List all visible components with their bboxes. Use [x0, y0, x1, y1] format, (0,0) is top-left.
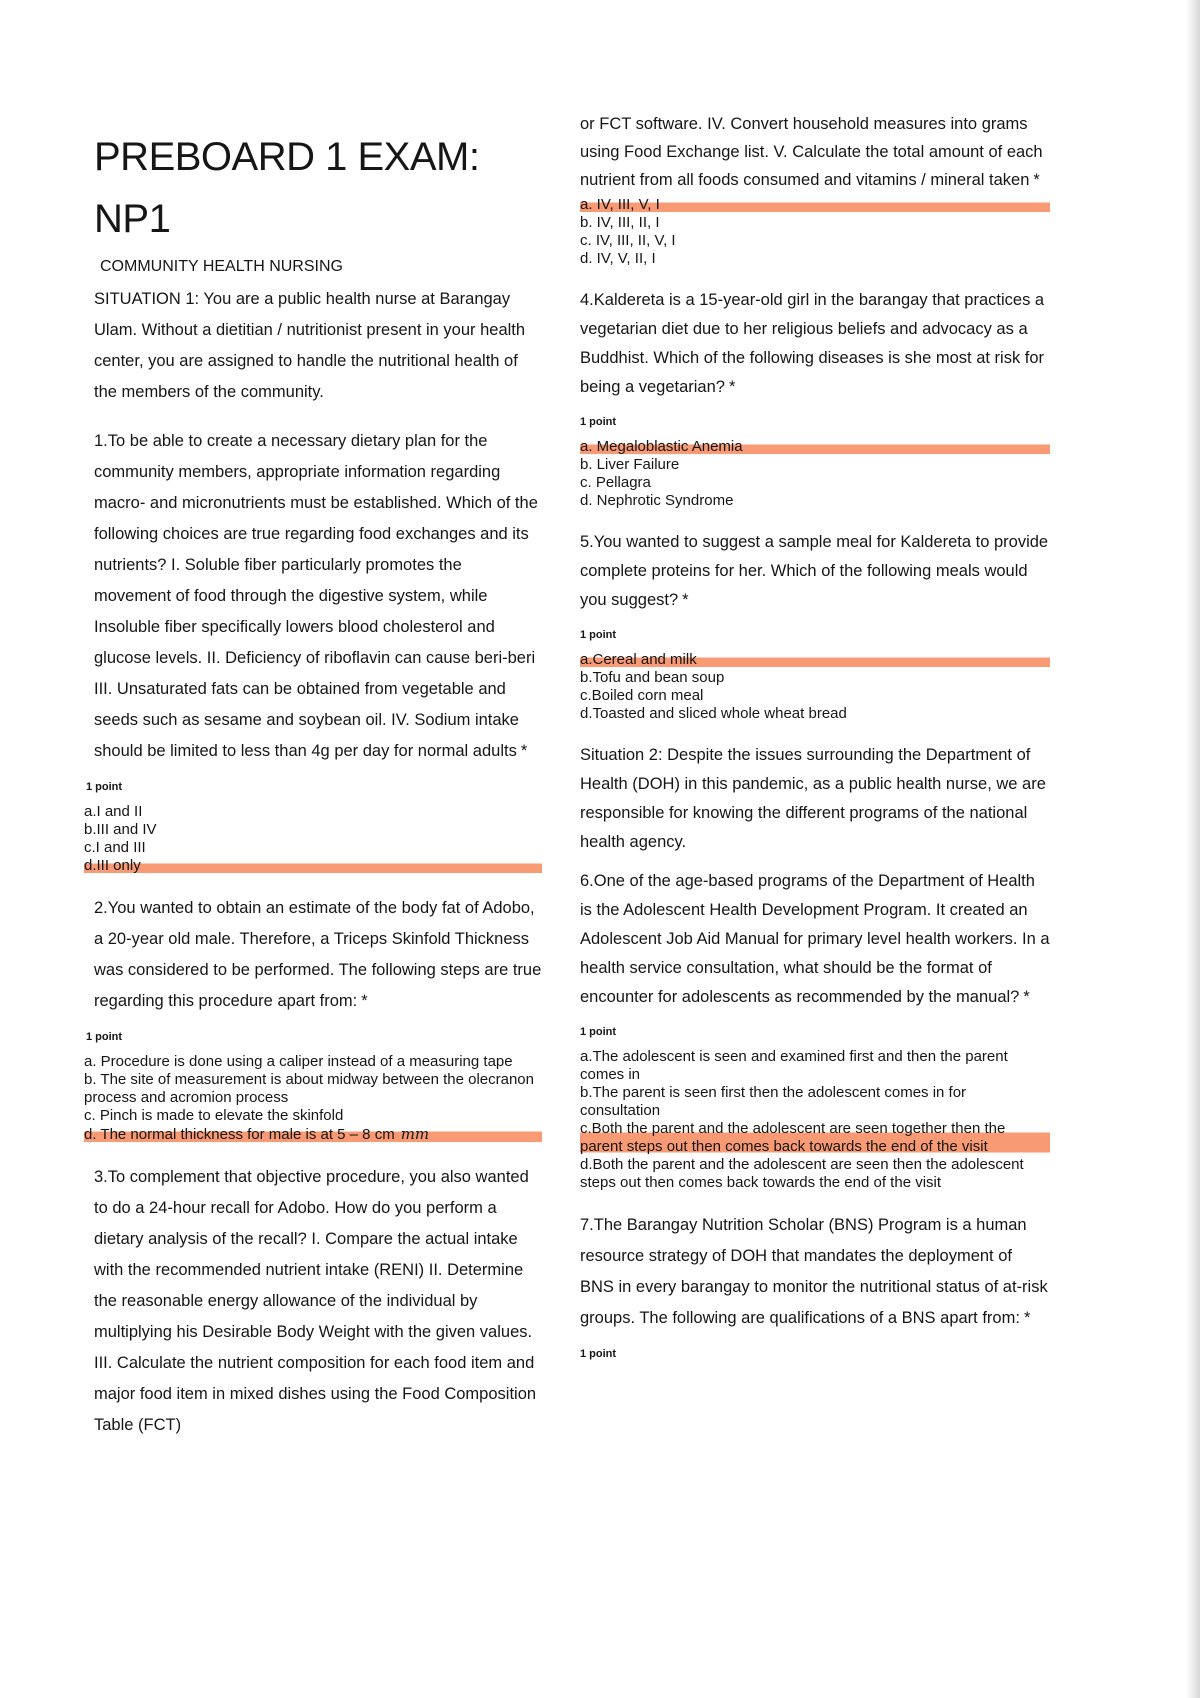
- question-3-part-2: [580, 110, 1050, 194]
- question-3-part-1: 3.To complement that objective procedure, you also wanted to do a 24-hour recall for Adobo. How do you perform a dietary analysis of the recall? I. Compare the actual intake with the recommended nutrient intake (RENI) II. Determine the reasonable energy allowance of the individual by multiplying his Desirable Body Weight with the given values. III. Calculate the nutrient composition for each food item and major food item in mixed dishes using the Food Composition Table (FCT): [94, 1168, 537, 1434]
- option-q2-d[interactable]: [84, 1125, 542, 1144]
- question-2-options: [84, 1053, 542, 1144]
- option-q3-d[interactable]: d. IV, V, II, I: [580, 250, 656, 267]
- question-5-text: 5.You wanted to suggest a sample meal for Kaldereta to provide complete proteins for her. Which of the following meals would you suggest?: [580, 533, 1049, 609]
- title-line-2: NP1: [94, 197, 171, 241]
- question-7-text: 7.The Barangay Nutrition Scholar (BNS) Program is a human resource strategy of DOH that mandates the deployment of BNS in every barangay to monitor the nutritional status of at-risk groups. The following are qualifications of a BNS apart from:: [580, 1216, 1048, 1327]
- question-6-text: 6.One of the age-based programs of the Department of Health is the Adolescent Health Development Program. It created an Adolescent Job Aid Manual for primary level health workers. In a health service consultation, what should be the format of encounter for adolescents as recommended by the manual?: [580, 872, 1050, 1006]
- question-7: [580, 1210, 1050, 1334]
- option-q5-d[interactable]: d.Toasted and sliced whole wheat bread: [580, 705, 847, 722]
- point-label: 1 point: [86, 781, 123, 793]
- point-label: 1 point: [580, 1348, 617, 1360]
- required-mark: *: [1023, 1309, 1031, 1327]
- question-5: [580, 528, 1050, 615]
- option-q2-c[interactable]: c. Pinch is made to elevate the skinfold: [84, 1107, 344, 1124]
- question-3-options: [580, 196, 1050, 268]
- option-q3-c[interactable]: c. IV, III, II, V, I: [580, 232, 676, 249]
- situation-2-text: Situation 2: Despite the issues surrounding the Department of Health (DOH) in this pandemic, as a public health nurse, we are responsible for knowing the different programs of the national health agency.: [580, 746, 1046, 851]
- right-column: [580, 110, 1050, 1370]
- question-1-options: [84, 803, 542, 875]
- option-q3-b[interactable]: b. IV, III, II, I: [580, 214, 660, 231]
- option-q2-a[interactable]: a. Procedure is done using a caliper instead of a measuring tape: [84, 1053, 513, 1070]
- handwritten-note: mm: [400, 1125, 430, 1143]
- point-label: 1 point: [580, 416, 617, 428]
- question-4-options: [580, 438, 1050, 510]
- page-edge-shadow: [1186, 0, 1200, 1698]
- point-label: 1 point: [86, 1031, 123, 1043]
- question-3-text-continued: or FCT software. IV. Convert household measures into grams using Food Exchange list. V. Calculate the total amount of each nutrient from all foods consumed and vitamins / mineral taken: [580, 115, 1043, 189]
- option-q4-d[interactable]: d. Nephrotic Syndrome: [580, 492, 734, 509]
- question-1: [94, 426, 542, 767]
- required-mark: *: [1033, 171, 1040, 189]
- required-mark: *: [520, 742, 528, 760]
- option-q1-d[interactable]: d.III only: [84, 857, 542, 875]
- title-line-1: PREBOARD 1 EXAM:: [94, 135, 480, 179]
- question-6: [580, 867, 1050, 1012]
- option-q5-c[interactable]: c.Boiled corn meal: [580, 687, 704, 704]
- question-4: [580, 286, 1050, 402]
- option-q4-b[interactable]: b. Liver Failure: [580, 456, 680, 473]
- question-6-options: [580, 1048, 1050, 1192]
- option-q1-c[interactable]: c.I and III: [84, 839, 146, 856]
- required-mark: *: [361, 992, 368, 1010]
- option-q5-b[interactable]: b.Tofu and bean soup: [580, 669, 725, 686]
- option-q4-a[interactable]: a. Megaloblastic Anemia: [580, 438, 1050, 456]
- situation-1-text: SITUATION 1: You are a public health nurse at Barangay Ulam. Without a dietitian / nutritionist present in your health center, you are assigned to handle the nutritional health of the members of the community.: [94, 290, 526, 401]
- subject-heading: COMMUNITY HEALTH NURSING: [100, 258, 343, 275]
- question-5-options: [580, 651, 1050, 723]
- option-q4-c[interactable]: c. Pellagra: [580, 474, 651, 491]
- required-mark: *: [682, 591, 689, 609]
- option-q2-b[interactable]: b. The site of measurement is about midway between the olecranon process and acromion process: [84, 1071, 534, 1106]
- required-mark: *: [1023, 988, 1030, 1006]
- point-label: 1 point: [580, 629, 617, 641]
- question-1-text: 1.To be able to create a necessary dietary plan for the community members, appropriate information regarding macro- and micronutrients must be established. Which of the following choices are true regarding food exchanges and its nutrients? I. Soluble fiber particularly promotes the movement of food through the digestive system, while Insoluble fiber specifically lowers blood cholesterol and glucose levels. II. Deficiency of riboflavin can cause beri-beri III. Unsaturated fats can be obtained from vegetable and seeds such as sesame and soybean oil. IV. Sodium intake should be limited to less than 4g per day for normal adults: [94, 432, 538, 760]
- page-title: [94, 126, 542, 250]
- option-q6-a[interactable]: a.The adolescent is seen and examined first and then the parent comes in: [580, 1048, 1008, 1083]
- point-label: 1 point: [580, 1026, 617, 1038]
- option-q6-c[interactable]: c.Both the parent and the adolescent are seen together then the parent steps out then comes back towards the end of the visit: [580, 1120, 1050, 1156]
- left-column: [72, 110, 542, 1441]
- question-4-text: 4.Kaldereta is a 15-year-old girl in the barangay that practices a vegetarian diet due to her religious beliefs and advocacy as a Buddhist. Which of the following diseases is she most at risk for being a vegetarian?: [580, 291, 1045, 396]
- option-q3-a[interactable]: a. IV, III, V, I: [580, 196, 1050, 214]
- option-q5-a[interactable]: a.Cereal and milk: [580, 651, 1050, 669]
- question-2-text: 2.You wanted to obtain an estimate of the body fat of Adobo, a 20-year old male. Therefore, a Triceps Skinfold Thickness was considered to be performed. The following steps are true regarding this procedure apart from:: [94, 899, 542, 1010]
- option-q6-b[interactable]: b.The parent is seen first then the adolescent comes in for consultation: [580, 1084, 967, 1119]
- required-mark: *: [728, 378, 736, 396]
- option-q1-a[interactable]: a.I and II: [84, 803, 143, 820]
- option-q2-d-text: d. The normal thickness for male is at 5 – 8 cm: [84, 1126, 395, 1143]
- question-2: [94, 893, 542, 1017]
- option-q6-d[interactable]: d.Both the parent and the adolescent are seen then the adolescent steps out then comes back towards the end of the visit: [580, 1156, 1024, 1191]
- option-q1-b[interactable]: b.III and IV: [84, 821, 157, 838]
